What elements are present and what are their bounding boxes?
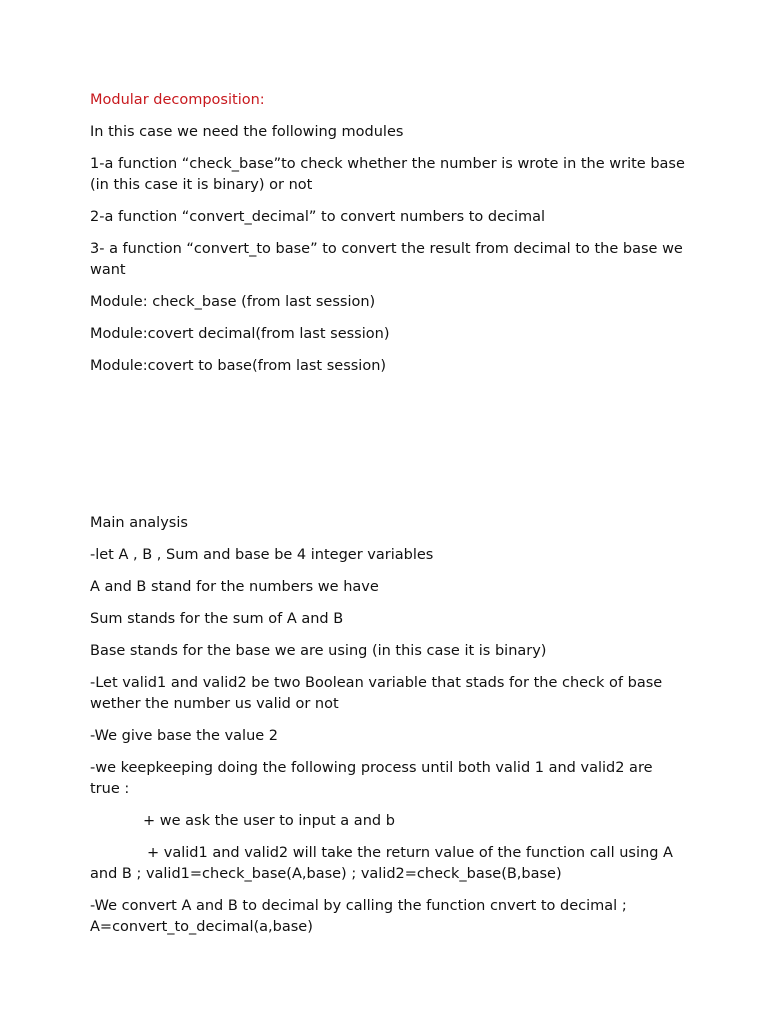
module-item-1: 1-a function “check_base”to check whether the number is wrote in the write base (in this case it is binary) or not bbox=[90, 156, 685, 193]
analysis-line-base-value: -We give base the value 2 bbox=[90, 728, 279, 744]
intro-text: In this case we need the following modules bbox=[90, 124, 404, 140]
analysis-line-a-b: A and B stand for the numbers we have bbox=[90, 579, 379, 595]
main-analysis-title: Main analysis bbox=[90, 515, 188, 531]
analysis-line-input: + we ask the user to input a and b bbox=[143, 813, 395, 829]
analysis-line-convert: -We convert A and B to decimal by calling the function cnvert to decimal ; A=convert_to_decimal(a,base) bbox=[90, 898, 627, 935]
module-ref-convert-decimal: Module:covert decimal(from last session) bbox=[90, 326, 390, 342]
module-ref-check-base: Module: check_base (from last session) bbox=[90, 294, 376, 310]
analysis-line-variables: -let A , B , Sum and base be 4 integer variables bbox=[90, 547, 434, 563]
analysis-line-loop: -we keepkeeping doing the following process until both valid 1 and valid2 are true : bbox=[90, 760, 653, 797]
analysis-line-check: + valid1 and valid2 will take the return value of the function call using A and B ; valid1=check_base(A,base) ; valid2=check_base(B,base) bbox=[90, 845, 673, 882]
analysis-line-valid: -Let valid1 and valid2 be two Boolean variable that stads for the check of base wether the number us valid or not bbox=[90, 675, 663, 712]
analysis-line-base: Base stands for the base we are using (in this case it is binary) bbox=[90, 643, 547, 659]
module-ref-convert-to-base: Module:covert to base(from last session) bbox=[90, 358, 387, 374]
section-heading: Modular decomposition: bbox=[90, 92, 265, 108]
analysis-line-sum: Sum stands for the sum of A and B bbox=[90, 611, 344, 627]
blank-space bbox=[90, 388, 685, 513]
module-item-3: 3- a function “convert_to base” to convert the result from decimal to the base we want bbox=[90, 241, 683, 278]
module-item-2: 2-a function “convert_decimal” to convert numbers to decimal bbox=[90, 209, 546, 225]
document-page bbox=[90, 90, 685, 949]
